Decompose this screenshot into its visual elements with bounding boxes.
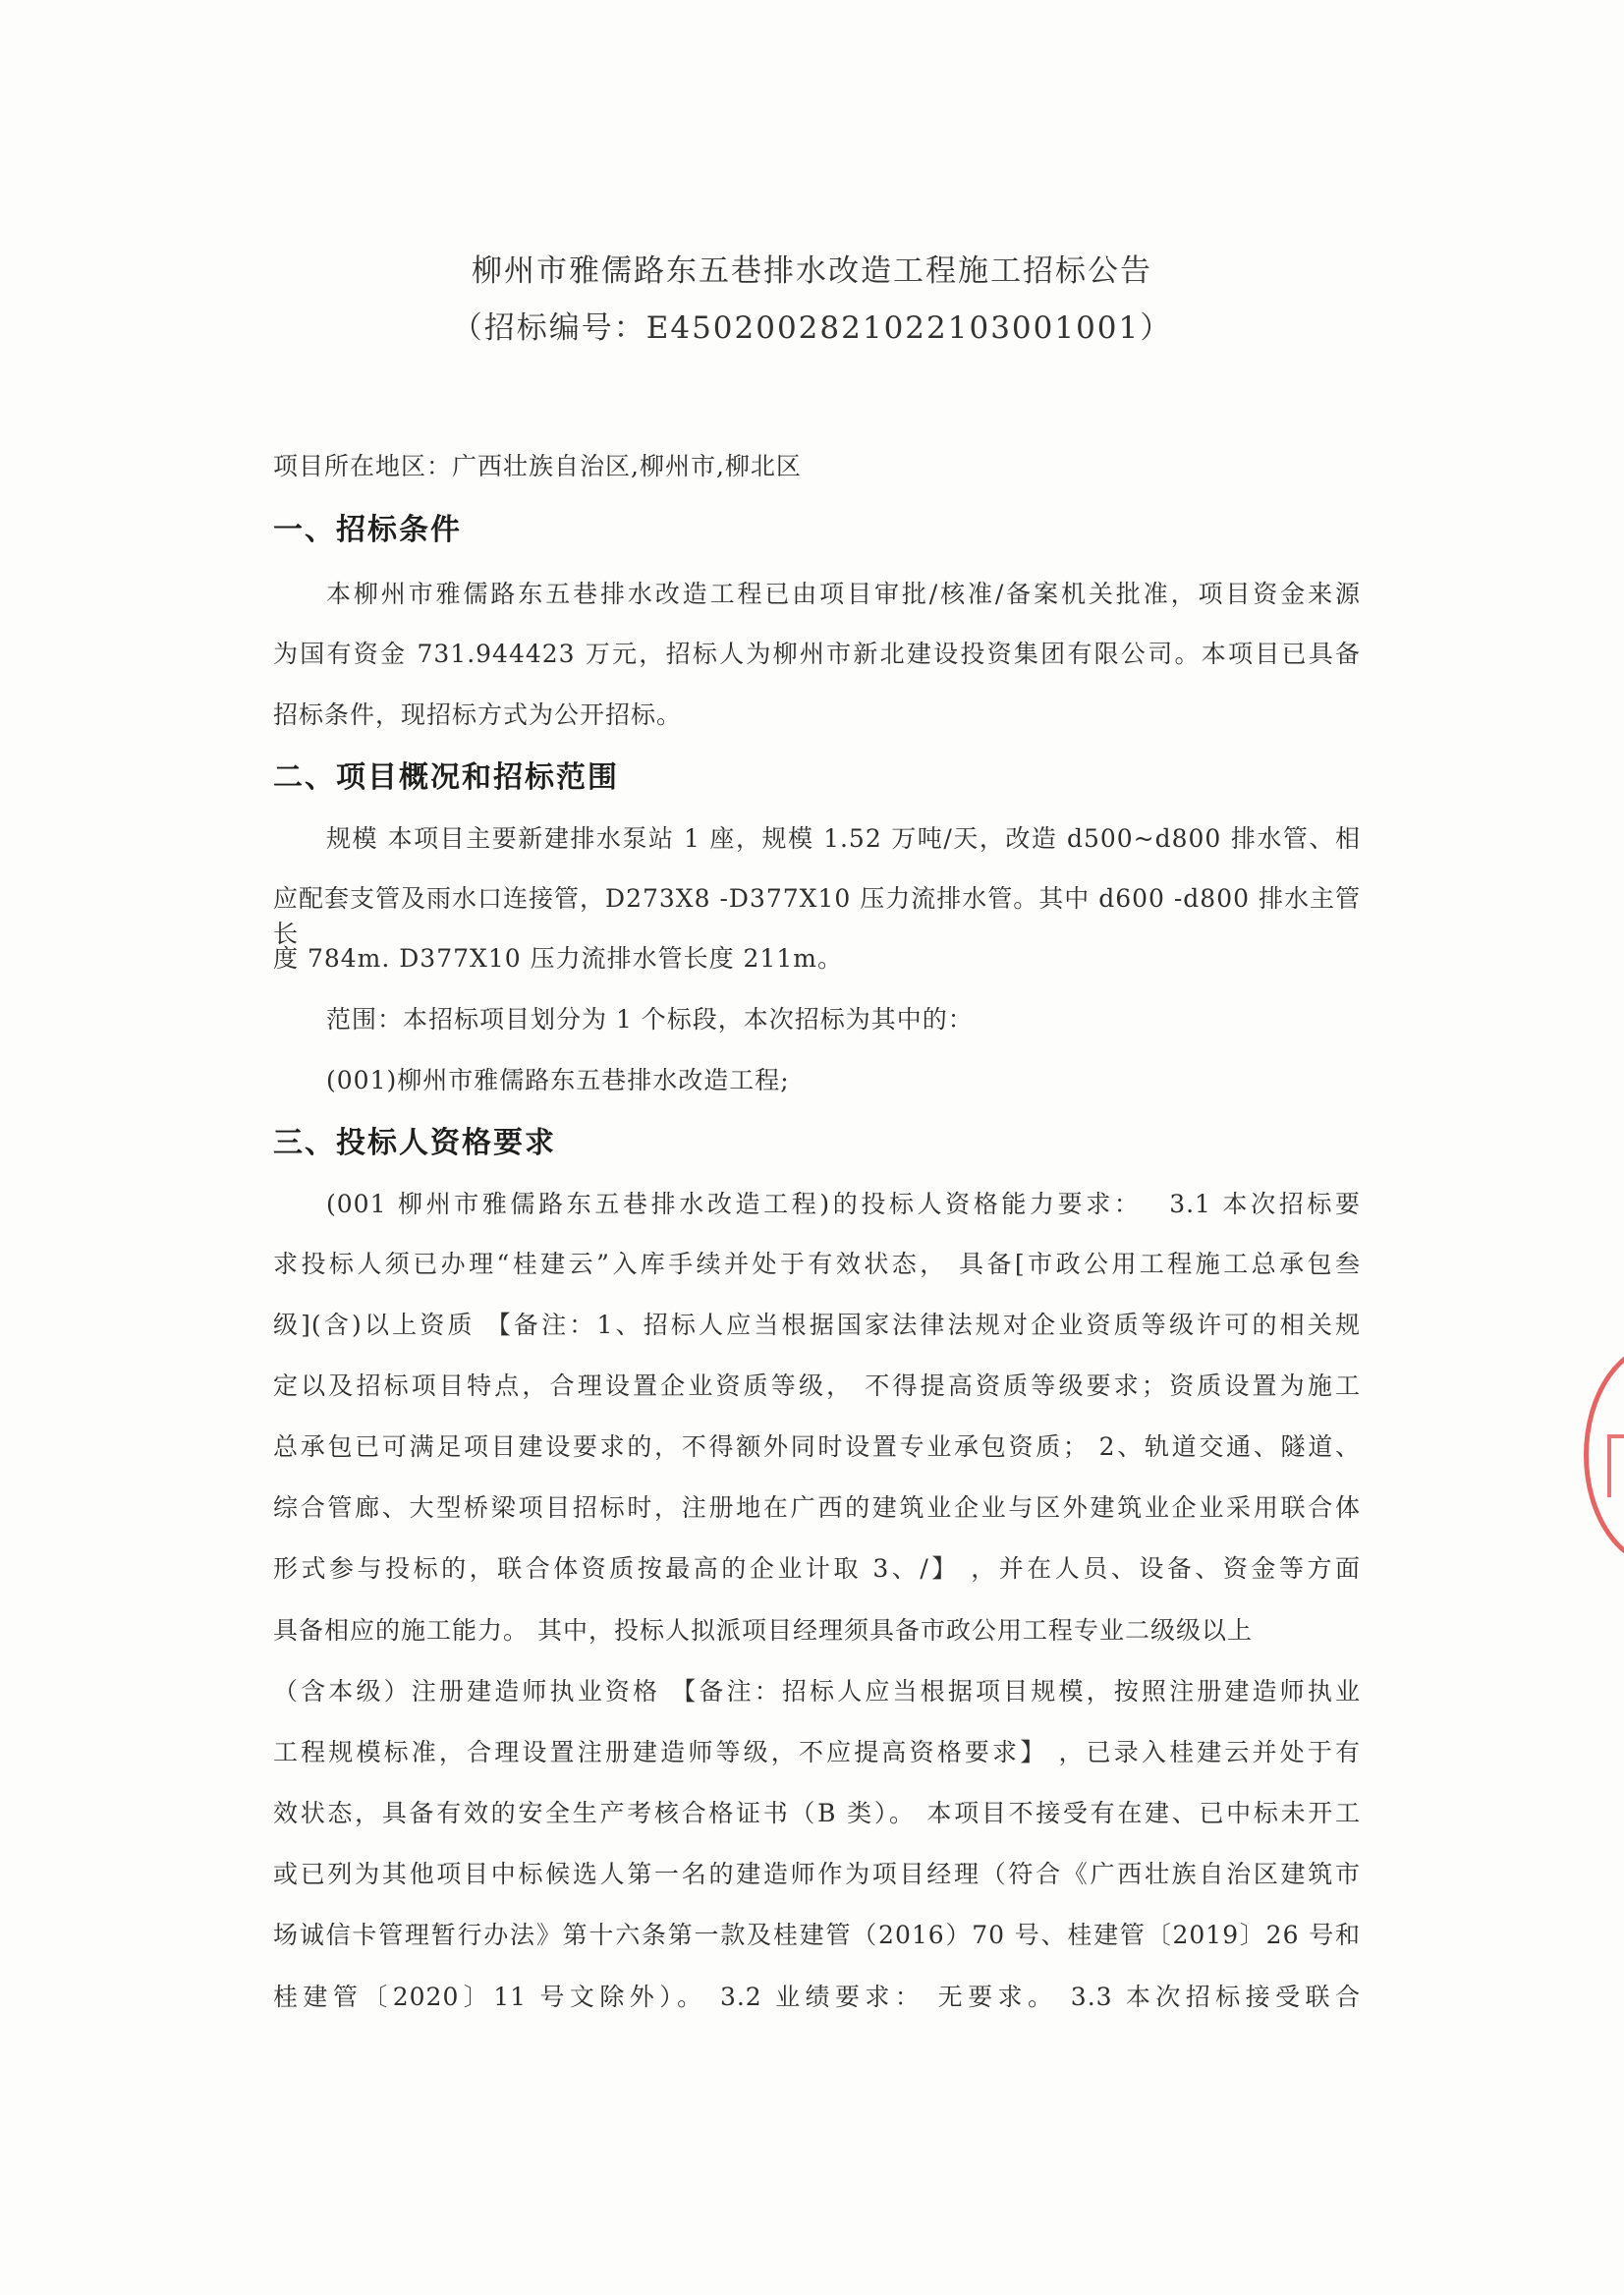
section-2-line: (001)柳州市雅儒路东五巷排水改造工程; [326, 1066, 790, 1094]
red-seal-stamp-mark [1607, 1434, 1624, 1497]
section-2-line: 范围：本招标项目划分为 1 个标段，本次招标为其中的： [326, 1005, 974, 1034]
section-3-line: 级](含)以上资质 【备注：1、招标人应当根据国家法律法规对企业资质等级许可的相关规 [273, 1311, 1361, 1339]
document-title: 柳州市雅儒路东五巷排水改造工程施工招标公告 [472, 253, 1152, 289]
section-3-line: 形式参与投标的，联合体资质按最高的企业计取 3、/】 ，并在人员、设备、资金等方面 [273, 1554, 1361, 1583]
section-2-line: 规模 本项目主要新建排水泵站 1 座，规模 1.52 万吨/天，改造 d500~d800 排水管、相 [326, 824, 1361, 853]
section-3-line: 场诚信卡管理暂行办法》第十六条第一款及桂建管（2016）70 号、桂建管〔2019〕26 号和 [273, 1921, 1362, 1949]
tender-number: （招标编号：E4502002821022103001001） [451, 310, 1173, 346]
section-3-heading: 三、投标人资格要求 [273, 1126, 556, 1160]
section-3-line: 具备相应的施工能力。 其中，投标人拟派项目经理须具备市政公用工程专业二级级以上 [273, 1616, 1253, 1645]
section-3-line: （含本级）注册建造师执业资格 【备注：招标人应当根据项目规模，按照注册建造师执业 [273, 1677, 1361, 1706]
section-3-line: 总承包已可满足项目建设要求的，不得额外同时设置专业承包资质； 2、轨道交通、隧道、 [273, 1432, 1361, 1461]
section-1-line: 招标条件，现招标方式为公开招标。 [273, 700, 683, 729]
section-3-line: 工程规模标准，合理设置注册建造师等级，不应提高资格要求】 ，已录入桂建云并处于有 [273, 1738, 1361, 1766]
section-2-heading: 二、项目概况和招标范围 [273, 760, 619, 795]
section-3-line: 或已列为其他项目中标候选人第一名的建造师作为项目经理（符合《广西壮族自治区建筑市 [273, 1860, 1361, 1888]
section-1-line: 为国有资金 731.944423 万元，招标人为柳州市新北建设投资集团有限公司。本项目已具备 [273, 640, 1361, 668]
section-3-line: 效状态，具备有效的安全生产考核合格证书（B 类）。 本项目不接受有在建、已中标未开工 [273, 1799, 1361, 1827]
section-3-line: (001 柳州市雅儒路东五巷排水改造工程)的投标人资格能力要求： 3.1 本次招标要 [326, 1190, 1361, 1218]
section-3-line: 综合管廊、大型桥梁项目招标时，注册地在广西的建筑业企业与区外建筑业企业采用联合体 [273, 1493, 1361, 1522]
section-3-line: 定以及招标项目特点，合理设置企业资质等级， 不得提高资质等级要求；资质设置为施工 [273, 1371, 1361, 1400]
section-3-line: 桂建管〔2020〕11 号文除外）。 3.2 业绩要求： 无要求。 3.3 本次招标接受联合 [273, 1983, 1361, 2011]
project-location: 项目所在地区：广西壮族自治区,柳州市,柳北区 [273, 452, 802, 480]
section-1-line: 本柳州市雅儒路东五巷排水改造工程已由项目审批/核准/备案机关批准，项目资金来源 [326, 580, 1361, 608]
section-1-heading: 一、招标条件 [273, 513, 462, 547]
section-3-line: 求投标人须已办理“桂建云”入库手续并处于有效状态， 具备[市政公用工程施工总承包叁 [273, 1250, 1361, 1278]
section-2-line: 度 784m. D377X10 压力流排水管长度 211m。 [273, 944, 843, 973]
section-2-line: 应配套支管及雨水口连接管，D273X8 -D377X10 压力流排水管。其中 d600 -d800 排水主管长 [273, 884, 1361, 948]
